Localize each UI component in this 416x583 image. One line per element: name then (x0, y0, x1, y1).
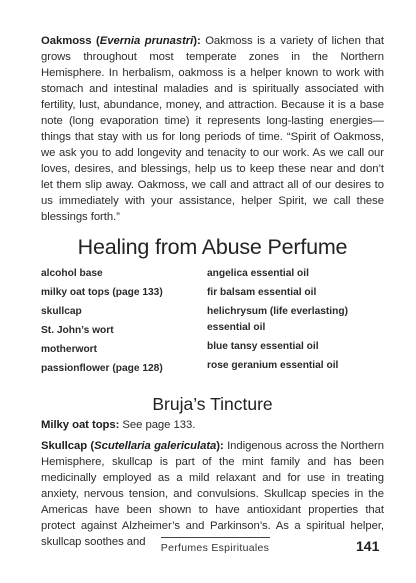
ingredient-list (41, 266, 384, 381)
ingredient-item: angelica essential oil (207, 268, 309, 279)
page-content (41, 33, 384, 550)
ingredient-item: fir balsam essential oil (207, 287, 317, 299)
footer-book-title: Perfumes Espirituales (160, 542, 270, 554)
oakmoss-term-end: ): (193, 35, 201, 47)
page-footer (0, 532, 416, 562)
tincture-heading: Bruja’s Tincture (152, 393, 273, 414)
ingredient-item: skullcap (41, 306, 82, 318)
ingredient-item: milky oat tops (page 133) (41, 287, 163, 299)
skullcap-term (41, 440, 224, 452)
skullcap-term-end: ): (216, 439, 224, 452)
ingredients-right-column (207, 266, 357, 381)
ingredient-item: motherwort (41, 344, 98, 356)
ingredient-item: rose geranium essential oil (207, 360, 339, 372)
oakmoss-paragraph (41, 33, 384, 225)
oakmoss-description: Oakmoss is a variety of lichen that grows throughout most temperate zones in the Northern Hemisphere. In herbalism, oakmoss is a helper known to work with stomach and intestinal maladies and is spiritually associated with fertility, lust, abundance, money, and attraction. Because it is a base note (long evaporation time) it represents long-lasting energies—things that stay with us for long periods of time. “Spirit of Oakmoss, we ask you to add longevity and tenacity to our work. As we call our loves, desires, and blessings, help us to keep these near and don’t let them slip away. Oakmoss, we call and attract all of our desires to us immediately with your assistance, helper Spirit, we call these blessings forth.” (41, 35, 385, 223)
ingredients-left-column (41, 266, 207, 381)
milky-oat-paragraph (41, 417, 384, 433)
skullcap-term-start: Skullcap ( (41, 439, 95, 452)
ingredient-item: St. John’s wort (41, 325, 114, 337)
milky-oat-term: Milky oat tops: (41, 418, 120, 431)
page-number: 141 (356, 538, 380, 554)
perfume-heading: Healing from Abuse Perfume (77, 235, 348, 259)
ingredient-item: passionflower (page 128) (41, 363, 163, 375)
ingredient-item: alcohol base (41, 268, 103, 279)
skullcap-latin-name: Scutellaria galericulata (94, 439, 217, 452)
milky-oat-text: See page 133. (119, 418, 196, 431)
ingredient-item: helichrysum (life everlasting) essential oil (207, 306, 348, 333)
oakmoss-term (41, 35, 201, 47)
skullcap-description: Indigenous across the Northern Hemisphere, skullcap is part of the mint family and has been medicinally employed as a mild relaxant and for use in treating anxiety, nervous tension, and convulsions. Skullcap species in the Americas have been shown to have antioxidant properties that protect against Alzheimer’s and Parkinson’s. As a spiritual helper, skullcap soothes and (41, 439, 384, 548)
footer-rule (161, 537, 270, 538)
oakmoss-latin-name: Evernia prunastri (99, 35, 194, 47)
ingredient-item: blue tansy essential oil (207, 341, 319, 353)
oakmoss-term-start: Oakmoss ( (41, 35, 100, 47)
